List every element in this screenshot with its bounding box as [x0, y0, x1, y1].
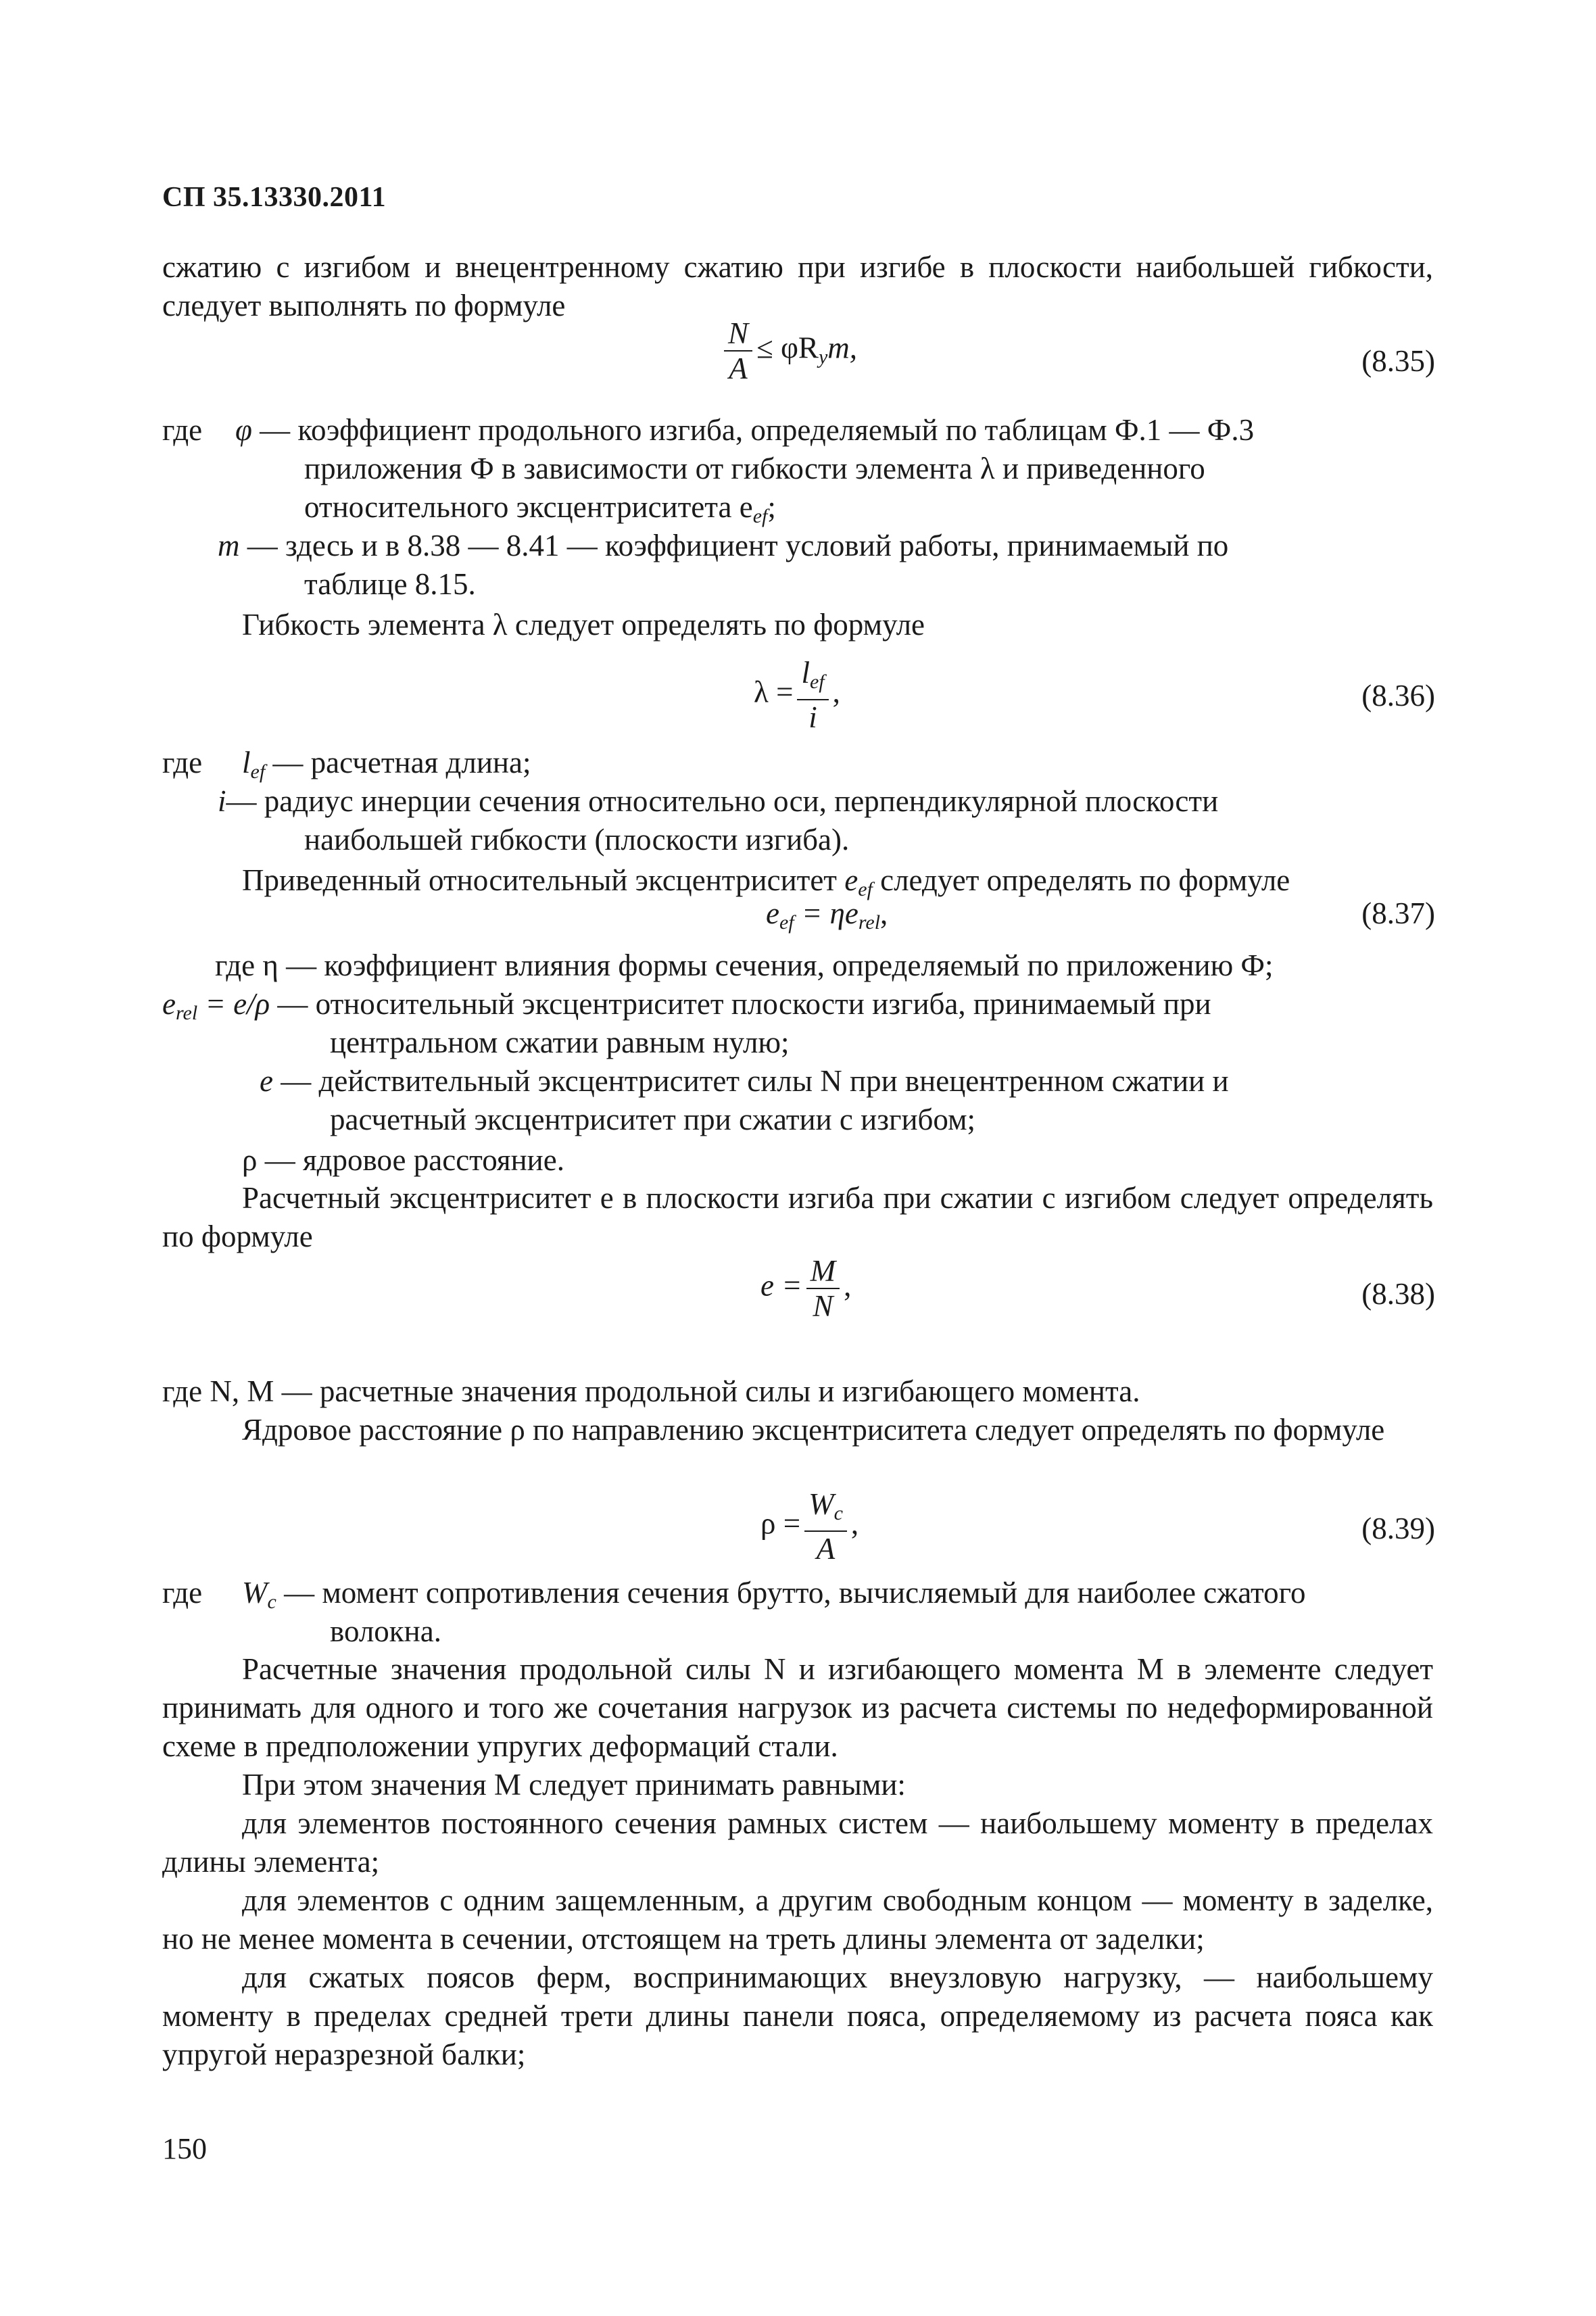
page-number: 150: [162, 2132, 207, 2165]
formula-8-35: $\frac{N}{A}$ ≤ $\varphi R_ym$,: [720, 316, 857, 385]
core-distance-paragraph: Ядровое расстояние ρ по направлению эксцентриситета следует определять по формуле: [242, 1413, 1385, 1447]
equation-number-8-36: (8.36): [1361, 679, 1435, 713]
equation-number-8-37: (8.37): [1361, 896, 1435, 930]
wc-definition: $W_c$ — момент сопротивления сечения брутто, вычисляемый для наиболее сжатого: [242, 1576, 1306, 1613]
flexibility-intro: Гибкость элемента λ следует определять по формуле: [242, 608, 925, 642]
i-definition-cont: наибольшей гибкости (плоскости изгиба).: [304, 823, 850, 857]
paragraph-design-values: Расчетные значения продольной силы N и изгибающего момента M в элементе следует принимать для одного и того же сочетания нагрузок из расчета системы по недеформированной схеме в предположении упругих деформаций стали.: [162, 1652, 1433, 1763]
calc-eccentricity-paragraph: Расчетный эксцентриситет e в плоскости изгиба при сжатии с изгибом следует определять по формуле: [162, 1181, 1433, 1253]
where-label: где: [162, 1576, 203, 1610]
paragraph-moment-values: При этом значения M следует принимать равными:: [242, 1768, 906, 1802]
i-definition: i— радиус инерции сечения относительно оси, перпендикулярной плоскости: [218, 784, 1219, 818]
phi-definition: φ — коэффициент продольного изгиба, определяемый по таблицам Ф.1 — Ф.3: [235, 413, 1255, 447]
document-code: СП 35.13330.2011: [162, 182, 387, 213]
equation-number-8-35: (8.35): [1361, 344, 1435, 378]
e-definition-cont: расчетный эксцентриситет при сжатии с изгибом;: [330, 1103, 976, 1136]
where-label: где: [162, 413, 203, 447]
m-definition-cont: таблице 8.15.: [304, 567, 476, 601]
where-label: где: [162, 746, 203, 779]
nm-definition: где N, M — расчетные значения продольной силы и изгибающего момента.: [162, 1374, 1140, 1408]
paragraph-truss-chords: для сжатых поясов ферм, воспринимающих внеузловую нагрузку, — наибольшему моменту в пределах средней трети длины панели пояса, определяемому из расчета пояса как упругой неразрезной балки;: [162, 1960, 1433, 2071]
formula-8-37: $e_{ef} = \eta e_{rel}$,: [766, 896, 888, 934]
lef-definition: $l_{ef}$ — расчетная длина;: [242, 746, 531, 783]
intro-paragraph: сжатию с изгибом и внецентренному сжатию при изгибе в плоскости наибольшей гибкости, следует выполнять по формуле: [162, 250, 1433, 322]
phi-definition-cont-2: относительного эксцентриситета $e_{ef}$;: [304, 490, 776, 527]
formula-8-36: λ = $\frac{l_{ef}}{i}$ ,: [754, 656, 840, 734]
wc-definition-cont: волокна.: [330, 1614, 441, 1648]
equation-number-8-38: (8.38): [1361, 1277, 1435, 1311]
phi-definition-cont-1: приложения Ф в зависимости от гибкости элемента λ и приведенного: [304, 452, 1205, 485]
equation-number-8-39: (8.39): [1361, 1512, 1435, 1545]
e-definition: e — действительный эксцентриситет силы N при внецентренном сжатии и: [260, 1064, 1229, 1098]
formula-8-39: ρ = $\frac{W_c}{A}$ ,: [760, 1487, 859, 1566]
erel-definition-cont: центральном сжатии равным нулю;: [330, 1026, 790, 1059]
paragraph-cantilever-elements: для элементов с одним защемленным, а другим свободным концом — моменту в заделке, но не менее момента в сечении, отстоящем на треть длины элемента от заделки;: [162, 1883, 1433, 1956]
eta-definition: где η — коэффициент влияния формы сечения, определяемый по приложению Ф;: [215, 948, 1274, 982]
rho-definition: ρ — ядровое расстояние.: [242, 1143, 564, 1177]
formula-8-38: e = $\frac{M}{N}$ ,: [760, 1254, 852, 1323]
eccentricity-intro: Приведенный относительный эксцентриситет $e_{ef}$ следует определять по формуле: [242, 863, 1290, 900]
erel-definition: $e_{rel} = e/\rho$ — относительный эксцентриситет плоскости изгиба, принимаемый при: [162, 987, 1211, 1024]
m-definition: m — здесь и в 8.38 — 8.41 — коэффициент условий работы, принимаемый по: [218, 529, 1229, 562]
paragraph-frame-elements: для элементов постоянного сечения рамных систем — наибольшему моменту в пределах длины элемента;: [162, 1806, 1433, 1879]
